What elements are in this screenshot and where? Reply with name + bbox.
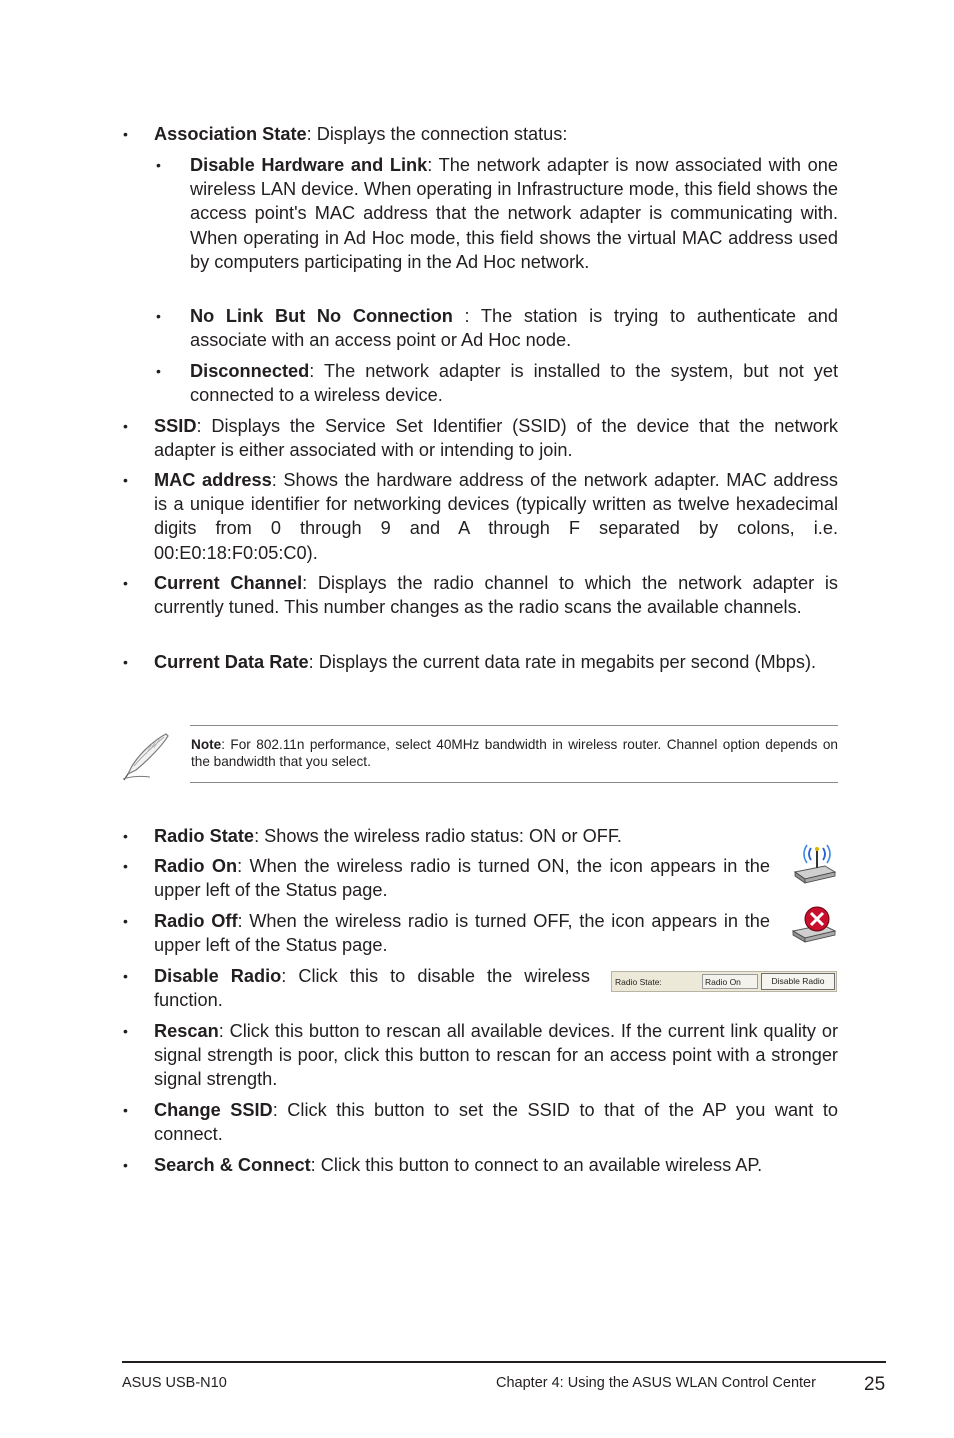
item-text: : The station is trying to authenticate and associate with an access point or Ad Hoc node. (190, 306, 838, 351)
bullet: • (123, 828, 128, 844)
item-text: : When the wireless radio is turned ON, the icon appears in the upper left of the Status page. (154, 856, 770, 901)
item-term: SSID (154, 416, 197, 436)
item-term: No Link But No Connection (190, 306, 453, 326)
bullet: • (156, 157, 161, 173)
footer-chapter: Chapter 4: Using the ASUS WLAN Control Center (496, 1375, 816, 1391)
item-term: Change SSID (154, 1100, 273, 1120)
note-body: : For 802.11n performance, select 40MHz bandwidth in wireless router. Channel option depends on the bandwidth that you select. (191, 737, 838, 769)
item-text: : Click this button to set the SSID to that of the AP you want to connect. (154, 1100, 839, 1145)
list-item (154, 414, 838, 462)
radio-on-icon (789, 842, 839, 886)
bullet: • (123, 472, 128, 488)
item-text: : Displays the radio channel to which the network adapter is currently tuned. This number changes as the radio scans the available channels. (154, 573, 839, 618)
item-term: Disable Hardware and Link (190, 155, 428, 175)
item-text: : The network adapter is now associated with one wireless LAN device. When operating in Infrastructure mode, this field shows the access point's MAC address that the network adapter is communicating with. When operating in Ad Hoc mode, this field shows the virtual MAC address used by computers participating in the Ad Hoc network. (190, 155, 838, 272)
bullet: • (123, 968, 128, 984)
bullet: • (123, 654, 128, 670)
list-item (154, 964, 590, 1012)
bullet: • (123, 126, 128, 142)
item-term: Disable Radio (154, 966, 282, 986)
bullet: • (123, 1102, 128, 1118)
item-term: Radio State (154, 826, 255, 846)
item-text: : Click this button to rescan all available devices. If the current link quality or signal strength is poor, click this button to rescan for an access point with a stronger signal strength. (154, 1021, 838, 1090)
pen-icon (120, 732, 172, 782)
disable-radio-button[interactable]: Disable Radio (761, 973, 835, 990)
item-term: Search & Connect (154, 1155, 311, 1175)
radio-state-value: Radio On (702, 974, 758, 989)
bullet: • (123, 858, 128, 874)
footer-rule (122, 1361, 886, 1363)
list-item (154, 1153, 838, 1177)
bullet: • (123, 913, 128, 929)
bullet: • (123, 575, 128, 591)
list-item (190, 304, 838, 352)
item-term: Current Channel (154, 573, 303, 593)
item-text: : Shows the wireless radio status: ON or OFF. (254, 826, 622, 846)
item-text: : Displays the Service Set Identifier (SSID) of the device that the network adapter is either associated with or intending to join. (154, 416, 838, 461)
bullet: • (156, 308, 161, 324)
list-item (154, 468, 838, 565)
item-term: MAC address (154, 470, 272, 490)
bullet: • (156, 363, 161, 379)
bullet: • (123, 418, 128, 434)
item-term: Rescan (154, 1021, 219, 1041)
list-item (190, 359, 838, 407)
item-term: Current Data Rate (154, 652, 309, 672)
note-text (191, 736, 838, 770)
radio-off-icon (789, 904, 839, 944)
list-item (154, 824, 838, 848)
item-text: : Displays the connection status: (306, 124, 568, 144)
note-top-rule (190, 725, 838, 726)
list-item (190, 153, 838, 274)
item-text: : Shows the hardware address of the network adapter. MAC address is a unique identifier for networking devices (typically written as twelve hexadecimal digits from 0 through 9 and A through F separated by colons, i.e. 00:E0:18:F0:05:C0). (154, 470, 838, 563)
item-term: Radio Off (154, 911, 238, 931)
list-item (154, 650, 838, 674)
item-term: Association State (154, 124, 307, 144)
list-item (154, 1098, 838, 1146)
footer-left: ASUS USB-N10 (122, 1375, 227, 1391)
item-term: Radio On (154, 856, 238, 876)
item-term: Disconnected (190, 361, 310, 381)
list-item (154, 122, 838, 146)
radio-state-label: Radio State: (615, 977, 662, 987)
item-text: : Click this to disable the wireless function. (154, 966, 590, 1011)
page-number: 25 (864, 1374, 886, 1395)
bullet: • (123, 1023, 128, 1039)
note-bottom-rule (190, 782, 838, 783)
item-text: : Click this button to connect to an available wireless AP. (310, 1155, 763, 1175)
note-term: Note (191, 737, 222, 752)
radio-state-panel (611, 971, 837, 992)
list-item (154, 909, 770, 957)
list-item (154, 571, 838, 619)
item-text: : Displays the current data rate in megabits per second (Mbps). (308, 652, 817, 672)
list-item (154, 1019, 838, 1092)
item-text: : When the wireless radio is turned OFF, the icon appears in the upper left of the Status page. (154, 911, 770, 956)
bullet: • (123, 1157, 128, 1173)
list-item (154, 854, 770, 902)
item-text: : The network adapter is installed to the system, but not yet connected to a wireless device. (190, 361, 838, 406)
